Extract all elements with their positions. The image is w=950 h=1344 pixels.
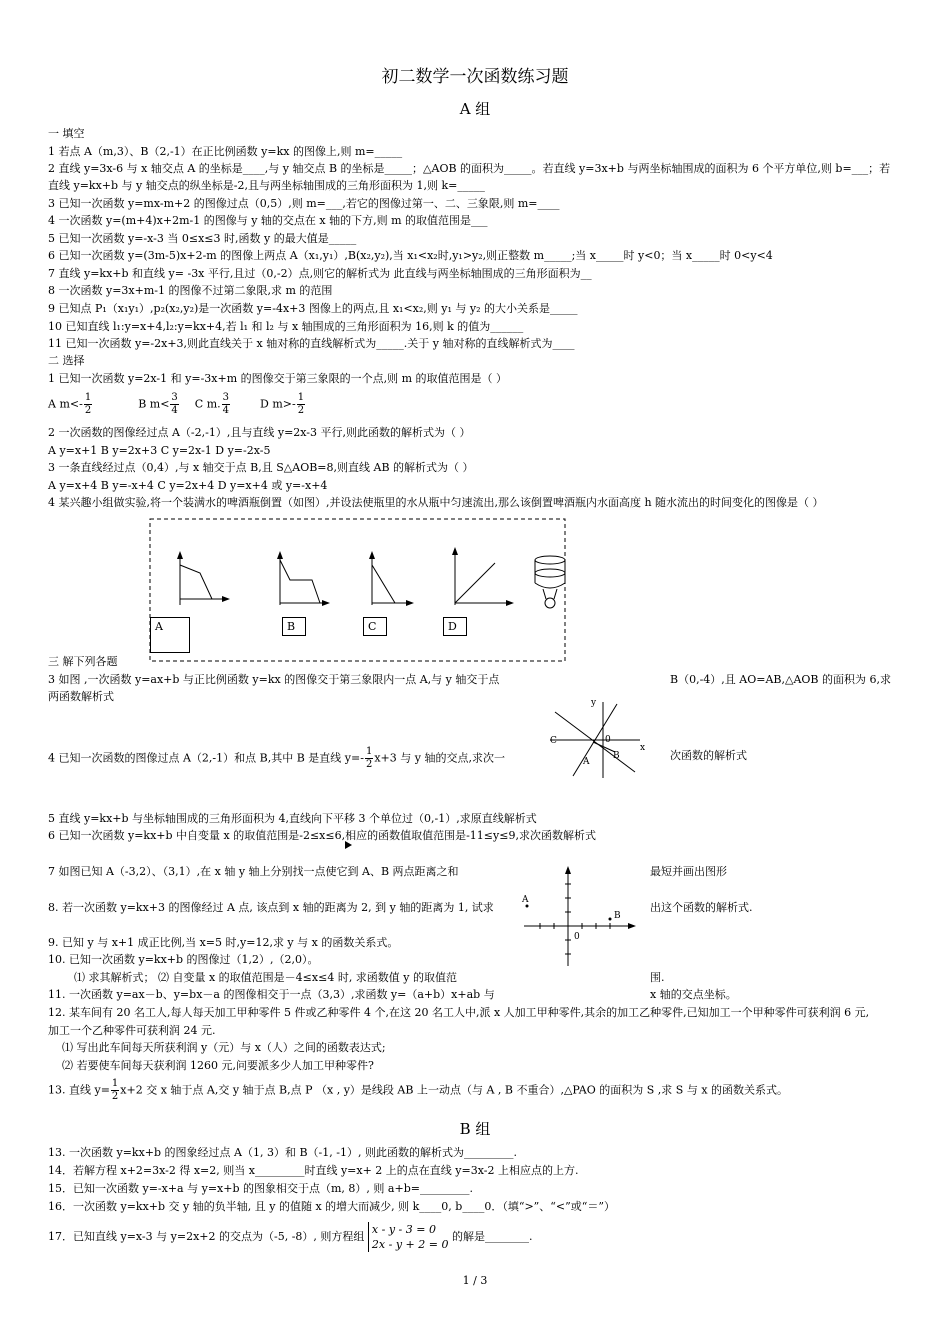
solve-q13: 13. 直线 y= $\frac{1}{2}$ x+2 交 x 轴于点 A,交 y 轴于点 B,点 P （x , y）是线段 AB 上一动点（与 A , B 不重合）,△PAO 的面积为 S ,求 S 与 x 的函数关系式。: [48, 1078, 789, 1102]
solve-q3-left: 3 如图 ,一次函数 y=ax+b 与正比例函数 y=kx 的图像交于第三象限内一点 A,与 y 轴交于点: [48, 673, 500, 686]
solve-q11-right: x 轴的交点坐标。: [650, 988, 737, 1001]
solve-q12d: ⑵ 若要使车间每天获利润 1260 元,问要派多少人加工甲种零件?: [62, 1059, 374, 1072]
fig7-origin-label: 0: [574, 932, 580, 942]
graph-a: [177, 551, 230, 605]
solve-q3-bottom: 两函数解析式: [48, 690, 114, 703]
water-height-graphs-figure: [140, 515, 580, 665]
option-b: B m<: [138, 397, 170, 411]
solve-q12b: 加工一个乙种零件可获利润 24 元.: [48, 1024, 216, 1037]
fill-q4: 4 一次函数 y=(m+4)x+2m-1 的图像与 y 轴的交点在 x 轴的下方,则 m 的取值范围是___: [48, 214, 488, 227]
intersecting-lines-figure: [545, 698, 655, 780]
fill-heading: 一 填空: [48, 127, 85, 140]
fig7-a-label: A: [522, 895, 529, 905]
fill-q10: 10 已知直线 l₁:y=x+4,l₂:y=kx+4,若 l₁ 和 l₂ 与 x 轴围成的三角形面积为 16,则 k 的值为______: [48, 320, 524, 333]
fraction-half: $\frac{1}{2}$: [111, 1078, 119, 1102]
solve-q5: 5 直线 y=kx+b 与坐标轴围成的三角形面积为 4,直线向下平移 3 个单位过（0,-1）,求原直线解析式: [48, 812, 537, 825]
solve-q7-left: 7 如图已知 A（-3,2）、（3,1）,在 x 轴 y 轴上分别找一点使它到 A、B 两点距离之和: [48, 865, 459, 878]
groupb-q15: 15．已知一次函数 y=-x+a 与 y=x+b 的图象相交于点（m, 8）, 则 a+b=_________.: [48, 1182, 473, 1195]
fill-q7: 7 直线 y=kx+b 和直线 y= -3x 平行,且过（0,-2）点,则它的解析式为 此直线与两坐标轴围成的三角形面积为__: [48, 267, 592, 280]
solve-q10-right: 围.: [650, 971, 665, 984]
graph-c-label: C: [363, 617, 387, 636]
graph-d-label: D: [443, 617, 467, 636]
fill-q6: 6 已知一次函数 y=(3m-5)x+2-m 的图像上两点 A（x₁,y₁）,B(x₂,y₂),当 x₁<x₂时,y₁>y₂,则正整数 m_____;当 x_____时 y<0；当 x_____时 0<y<4: [48, 249, 773, 262]
solve-q11-left: 11. 一次函数 y=ax－b、y=bx－a 的图像相交于一点（3,3）,求函数 y=（a+b）x+ab 与: [48, 988, 495, 1001]
fraction-half: $\frac{1}{2}$: [365, 746, 373, 770]
fig7-b-label: B: [614, 911, 621, 921]
graph-d: [452, 547, 514, 606]
fraction-three-quarters: $\frac{3}{4}$: [222, 392, 230, 416]
solve-q7-right: 最短并画出图形: [650, 865, 727, 878]
solve-q12a: 12. 某车间有 20 名工人,每人每天加工甲种零件 5 件或乙种零件 4 个,在这 20 名工人中,派 x 人加工甲种零件,其余的加工乙种零件,已知加工一个甲种零件可获利润 6 元,: [48, 1006, 870, 1019]
fill-q2b: 直线 y=kx+b 与 y 轴交点的纵坐标是-2,且与两坐标轴围成的三角形面积为 1,则 k=_____: [48, 179, 485, 192]
solve-q9: 9. 已知 y 与 x+1 成正比例,当 x=5 时,y=12,求 y 与 x 的函数关系式。: [48, 936, 399, 949]
groupb-q17: 17．已知直线 y=x-3 与 y=2x+2 的交点为（-5, -8）, 则方程组 x - y - 3 = 0 2x - y + 2 = 0 的解是________.: [48, 1223, 533, 1251]
fig3-b-label: B: [613, 751, 620, 761]
fig3-a-label: A: [583, 757, 590, 767]
fig3-x-label: x: [640, 743, 646, 753]
groupb-q16: 16．一次函数 y=kx+b 交 y 轴的负半轴, 且 y 的值随 x 的增大而减少, 则 k____0, b____0．（填“>”、“<”或“＝”）: [48, 1200, 616, 1213]
arrow-marker-icon: [344, 840, 354, 850]
graph-c: [369, 551, 414, 606]
group-a-heading: A 组: [459, 100, 491, 118]
solve-q10: 10. 已知一次函数 y=kx+b 的图像过（1,2）,（2,0）。: [48, 953, 319, 966]
choice-q2-options: A y=x+1 B y=2x+3 C y=2x-1 D y=-2x-5: [48, 444, 271, 457]
group-b-heading: B 组: [459, 1120, 491, 1138]
fraction-three-quarters: $\frac{3}{4}$: [171, 392, 178, 416]
page-number: 1 / 3: [462, 1274, 488, 1287]
graph-b: [277, 551, 330, 606]
fill-q3: 3 已知一次函数 y=mx-m+2 的图像过点（0,5）,则 m=___,若它的图像过第一、二、三象限,则 m=____: [48, 197, 560, 210]
fig3-origin-label: 0: [605, 735, 611, 745]
option-a: A m<-: [48, 397, 83, 411]
choice-q4: 4 某兴趣小组做实验,将一个装满水的啤酒瓶倒置（如图）,并设法使瓶里的水从瓶中匀速流出,那么该倒置啤酒瓶内水面高度 h 随水流出的时间变化的图像是（ ）: [48, 496, 824, 509]
choice-heading: 二 选择: [48, 354, 85, 367]
solve-q4-line: 4 已知一次函数的图像过点 A（2,-1）和点 B,其中 B 是直线 y=- $\frac{1}{2}$ x+3 与 y 轴的交点,求次一: [48, 746, 505, 770]
fig3-c-label: C: [550, 736, 557, 746]
choice-q3-options: A y=x+4 B y=-x+4 C y=2x+4 D y=x+4 或 y=-x+4: [48, 479, 328, 492]
solve-q3-right: B（0,-4）,且 AO=AB,△AOB 的面积为 6,求: [670, 673, 891, 686]
solve-q6: 6 已知一次函数 y=kx+b 中自变量 x 的取值范围是-2≤x≤6,相应的函数值取值范围是-11≤y≤9,求次函数解析式: [48, 829, 596, 842]
solve-q8-right: 出这个函数的解析式.: [650, 901, 753, 914]
option-d: D m>-: [260, 397, 296, 411]
fill-q11: 11 已知一次函数 y=-2x+3,则此直线关于 x 轴对称的直线解析式为_____.关于 y 轴对称的直线解析式为____: [48, 337, 575, 350]
option-c: C m.: [194, 397, 221, 411]
solve-q12c: ⑴ 写出此车间每天所获利润 y（元）与 x（人）之间的函数表达式;: [62, 1041, 386, 1054]
choice-q3: 3 一条直线经过点（0,4）,与 x 轴交于点 B,且 S△AOB=8,则直线 AB 的解析式为（ ）: [48, 461, 474, 474]
equation-system: x - y - 3 = 0 2x - y + 2 = 0: [368, 1222, 449, 1252]
inverted-bottle-icon: [535, 556, 565, 608]
fill-q1: 1 若点 A（m,3）、B（2,-1）在正比例函数 y=kx 的图像上,则 m=_____: [48, 145, 403, 158]
fraction-half: $\frac{1}{2}$: [84, 392, 92, 416]
document-title: 初二数学一次函数练习题: [381, 67, 569, 87]
coordinate-points-figure: [520, 862, 640, 970]
fig3-y-label: y: [591, 698, 597, 708]
choice-q1-options: [48, 392, 306, 417]
fill-q9: 9 已知点 P₁（x₁y₁）,p₂(x₂,y₂)是一次函数 y=-4x+3 图像上的两点,且 x₁<x₂,则 y₁ 与 y₂ 的大小关系是_____: [48, 302, 578, 315]
graph-a-label: A: [150, 617, 190, 653]
fill-q8: 8 一次函数 y=3x+m-1 的图像不过第二象限,求 m 的范围: [48, 284, 333, 297]
solve-q4-right: 次函数的解析式: [670, 749, 747, 762]
groupb-q14: 14．若解方程 x+2=3x-2 得 x=2, 则当 x_________时直线 y=x+ 2 上的点在直线 y=3x-2 上相应点的上方.: [48, 1164, 579, 1177]
solve-q10-sub: ⑴ 求其解析式； ⑵ 自变量 x 的取值范围是－4≤x≤4 时, 求函数值 y 的取值范: [74, 971, 458, 984]
fill-q2a: 2 直线 y=3x-6 与 x 轴交点 A 的坐标是____,与 y 轴交点 B 的坐标是_____；△AOB 的面积为_____。若直线 y=3x+b 与两坐标轴围成的面积为 6 个平方单位,则 b=___；若: [48, 162, 891, 175]
graph-b-label: B: [282, 617, 306, 636]
choice-q1: 1 已知一次函数 y=2x-1 和 y=-3x+m 的图像交于第三象限的一个点,则 m 的取值范围是（ ）: [48, 372, 508, 385]
fill-q5: 5 已知一次函数 y=-x-3 当 0≤x≤3 时,函数 y 的最大值是_____: [48, 232, 357, 245]
fraction-half: $\frac{1}{2}$: [297, 392, 305, 416]
choice-q2: 2 一次函数的图像经过点 A（-2,-1）,且与直线 y=2x-3 平行,则此函数的解析式为（ ）: [48, 426, 471, 439]
groupb-q13: 13. 一次函数 y=kx+b 的图象经过点 A（1, 3）和 B（-1, -1）, 则此函数的解析式为_________.: [48, 1146, 517, 1159]
solve-heading: 三 解下列各题: [48, 655, 118, 668]
solve-q8-left: 8. 若一次函数 y=kx+3 的图像经过 A 点, 该点到 x 轴的距离为 2, 到 y 轴的距离为 1, 试求: [48, 901, 494, 914]
